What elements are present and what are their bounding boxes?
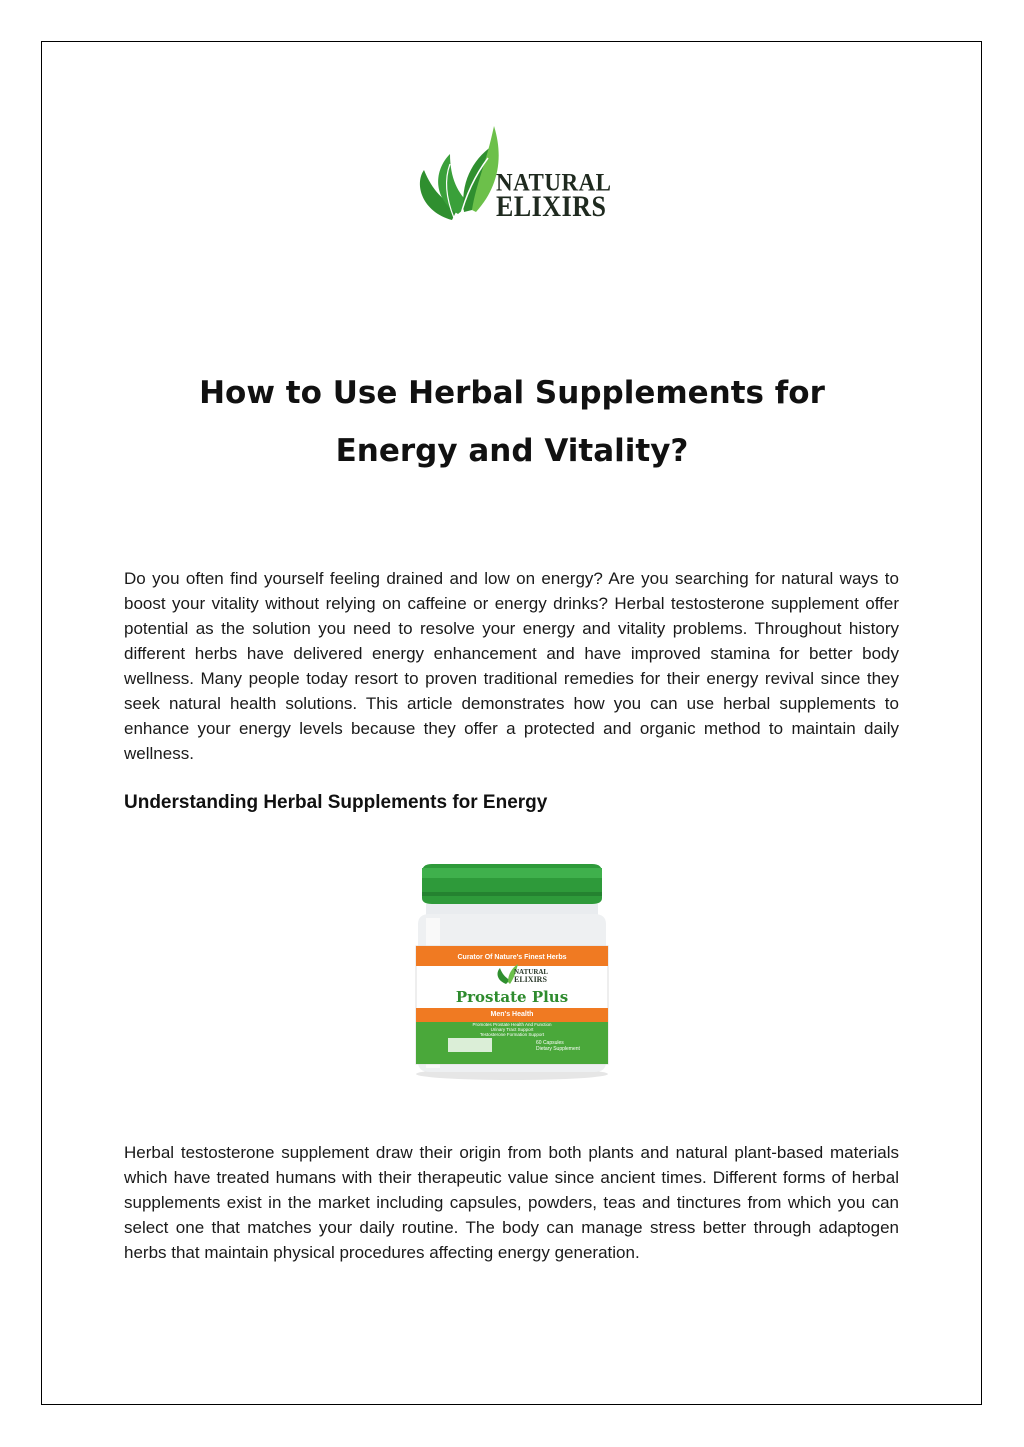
body-paragraph: Herbal testosterone supplement draw their origin from both plants and natural plant-based materials which have treated humans with their therapeutic value since ancient times. Different forms of herbal supplements exist in the market including capsules, powders, teas and tinctures from which you can select one that matches your daily routine. The body can manage stress better through adaptogen herbs that maintain physical procedures affecting energy generation. [124,1143,899,1262]
supplement-bottle-icon [408,862,616,1082]
article-title-line-1: How to Use Herbal Supplements for [199,375,825,411]
intro-paragraph: Do you often find yourself feeling drained and low on energy? Are you searching for natural ways to boost your vitality without relying on caffeine or energy drinks? Herbal testosterone supplement offer potential as the solution you need to resolve your energy and vitality problems. Throughout history different herbs have delivered energy enhancement and have improved stamina for better body wellness. Many people today resort to proven traditional remedies for their energy revival since they seek natural health solutions. This article demonstrates how you can use herbal supplements to enhance your energy levels because they offer a protected and organic method to maintain daily wellness. [124,569,899,763]
product-label-description: Promotes Prostate Health And Function Urinary Tract Support Testosterone Formation Support [472,1022,552,1037]
green-leaves-icon [414,124,504,224]
product-label-category: Men's Health [490,1011,534,1018]
section-heading: Understanding Herbal Supplements for Energy [124,792,548,813]
product-label-brand-line-2: ELIXIRS [514,975,547,984]
product-bottle-image [408,862,616,1082]
product-label-capsule-info: 60 Capsules Dietary Supplement [536,1040,580,1052]
product-label-brand-line-1: NATURAL [514,968,549,976]
brand-logo [414,124,610,224]
logo-text-elixirs: ELIXIRS [496,190,607,223]
article-title-line-2: Energy and Vitality? [335,433,689,469]
logo-text-natural: NATURAL [496,168,612,196]
product-label-name: Prostate Plus [455,988,569,1006]
product-label-tagline: Curator Of Nature's Finest Herbs [457,954,567,961]
